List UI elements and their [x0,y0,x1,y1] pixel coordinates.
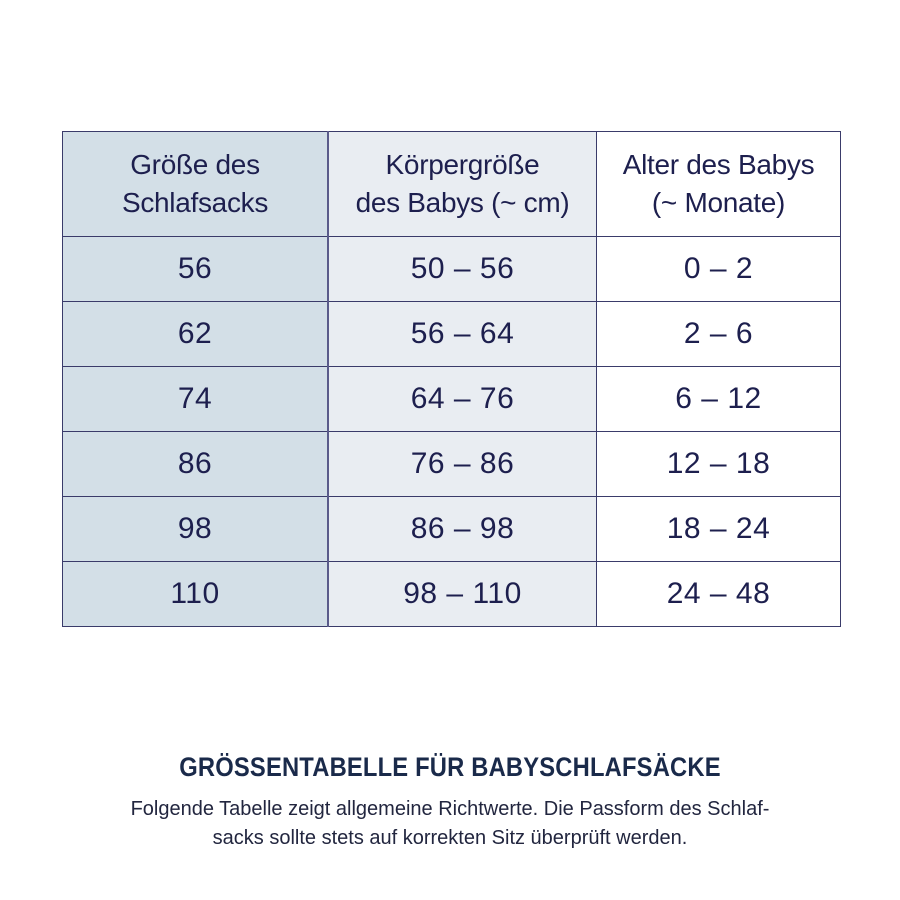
cell-age: 2 – 6 [597,302,841,367]
table-row [63,497,841,562]
table-row [63,367,841,432]
header-line: des Babys (~ cm) [355,187,570,218]
header-line: Größe des [130,149,260,180]
cell-height: 76 – 86 [328,432,597,497]
table-row [63,237,841,302]
cell-height: 64 – 76 [328,367,597,432]
header-line: Schlafsacks [121,187,269,218]
header-line: (~ Monate) [651,187,786,218]
cell-age: 18 – 24 [597,497,841,562]
header-baby-height [328,132,597,237]
cell-age: 24 – 48 [597,562,841,627]
table-row [63,432,841,497]
caption-line: sacks sollte stets auf korrekten Sitz überprüft werden. [212,827,688,849]
header-baby-age [597,132,841,237]
size-table [62,131,841,627]
cell-height: 56 – 64 [328,302,597,367]
caption-line: Folgende Tabelle zeigt allgemeine Richtwerte. Die Passform des Schlaf- [130,798,770,820]
cell-height: 98 – 110 [328,562,597,627]
table-header-row [63,132,841,237]
caption-description [90,795,810,853]
cell-age: 12 – 18 [597,432,841,497]
cell-age: 0 – 2 [597,237,841,302]
caption-title: GRÖSSENTABELLE FÜR BABYSCHLAFSÄCKE [179,752,721,782]
cell-size: 74 [63,367,329,432]
cell-size: 56 [63,237,329,302]
cell-size: 98 [63,497,329,562]
cell-size: 62 [63,302,329,367]
table-row [63,302,841,367]
header-line: Körpergröße [385,149,540,180]
table-row [63,562,841,627]
header-line: Alter des Babys [622,149,815,180]
header-sleeping-bag-size [63,132,329,237]
cell-size: 86 [63,432,329,497]
cell-size: 110 [63,562,329,627]
cell-height: 50 – 56 [328,237,597,302]
cell-height: 86 – 98 [328,497,597,562]
cell-age: 6 – 12 [597,367,841,432]
